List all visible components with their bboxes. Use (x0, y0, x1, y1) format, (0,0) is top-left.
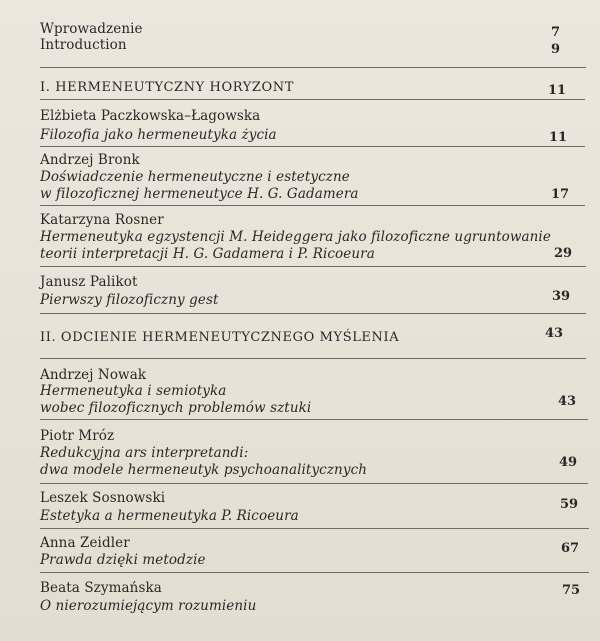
toc-title: Pierwszy filozoficzny gest (40, 292, 219, 308)
toc-page: 59 (560, 497, 579, 512)
toc-page: 67 (561, 541, 580, 556)
toc-title: wobec filozoficznych problemów sztuki (40, 400, 312, 416)
section-heading: II. ODCIENIE HERMENEUTYCZNEGO MYŚLENIA (40, 330, 400, 345)
section-page: 11 (548, 83, 567, 98)
toc-title: Estetyka a hermeneutyka P. Ricoeura (40, 508, 299, 524)
divider (40, 266, 586, 267)
divider (40, 358, 586, 359)
divider (40, 483, 588, 484)
toc-author: Elżbieta Paczkowska–Łagowska (40, 108, 261, 124)
toc-author: Piotr Mróz (40, 428, 115, 444)
toc-title: Hermeneutyka i semiotyka (40, 383, 227, 399)
toc-title: Hermeneutyka egzystencji M. Heideggera jako filozoficzne ugruntowanie (40, 229, 551, 245)
toc-front-title: Wprowadzenie (40, 21, 143, 37)
toc-page: 43 (558, 394, 577, 409)
toc-page: 17 (551, 187, 570, 202)
divider (40, 146, 585, 147)
divider (40, 313, 586, 314)
divider (40, 205, 585, 206)
toc-author: Janusz Palikot (40, 274, 138, 290)
toc-page: 11 (549, 130, 568, 145)
toc-title: Filozofia jako hermeneutyka życia (40, 127, 277, 143)
toc-front-page: 9 (551, 42, 561, 57)
toc-page: 39 (552, 289, 571, 304)
toc-page: 49 (559, 455, 578, 470)
toc-page: 75 (562, 583, 581, 598)
toc-author: Leszek Sosnowski (40, 490, 166, 506)
toc-title: O nierozumiejącym rozumieniu (40, 598, 257, 614)
divider (40, 572, 589, 573)
section-page: 43 (545, 326, 564, 341)
toc-title: dwa modele hermeneutyk psychoanalitycznych (40, 462, 368, 478)
divider (40, 528, 589, 529)
divider (40, 419, 588, 420)
toc-front-title: Introduction (40, 37, 127, 53)
toc-author: Katarzyna Rosner (40, 212, 164, 228)
toc-title: Redukcyjna ars interpretandi: (40, 445, 249, 461)
section-heading: I. HERMENEUTYCZNY HORYZONT (40, 80, 295, 95)
toc-author: Anna Zeidler (40, 535, 130, 551)
toc-author: Andrzej Bronk (40, 152, 140, 168)
divider (40, 67, 586, 68)
toc-title: w filozoficznej hermeneutyce H. G. Gadamera (40, 186, 359, 202)
toc-title: Doświadczenie hermeneutyczne i estetyczne (40, 169, 350, 185)
toc-title: teorii interpretacji H. G. Gadamera i P. Ricoeura (40, 246, 375, 262)
toc-title: Prawda dzięki metodzie (40, 552, 206, 568)
toc-front-page: 7 (551, 25, 561, 40)
toc-author: Beata Szymańska (40, 580, 162, 596)
divider (40, 99, 585, 100)
toc-author: Andrzej Nowak (40, 367, 147, 383)
toc-page: 29 (554, 246, 573, 261)
